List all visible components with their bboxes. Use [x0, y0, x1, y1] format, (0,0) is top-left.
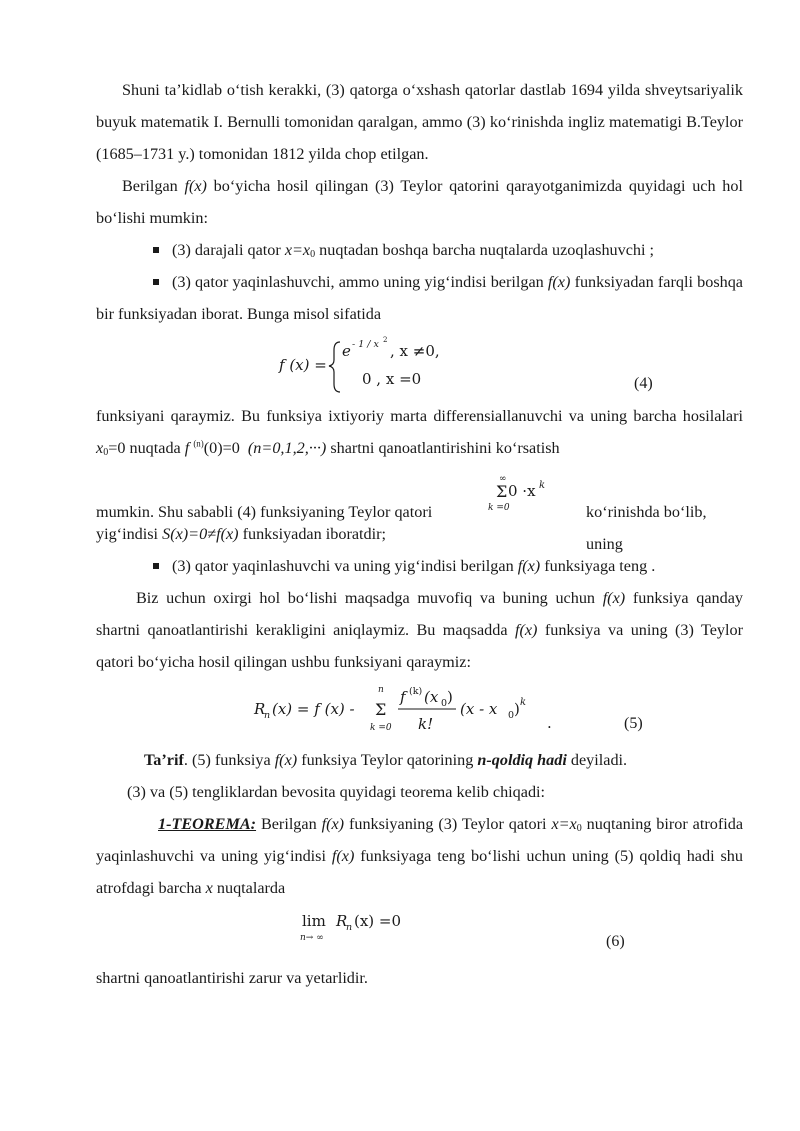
text: funksiyaning (3) Teylor qatori — [344, 815, 552, 833]
document-page — [96, 74, 743, 994]
series-power: k — [539, 480, 546, 491]
text: shartni qanoatlantirishini ko‘rsatish — [326, 439, 560, 457]
bullet-square-icon — [153, 247, 159, 253]
n-range: (n=0,1,2,···) — [247, 439, 327, 457]
theorem-label: 1-TEOREMA: — [158, 815, 257, 833]
bullet-square-icon — [153, 563, 159, 569]
text: funksiya qanday shartni qanoatlantirishi kerakligini aniqlaymiz. Bu maqsadda — [96, 589, 743, 639]
text: funksiyadan farqli boshqa bir funksiyadan iborat. Bunga misol sifatida — [96, 273, 743, 323]
equation-6-svg — [96, 904, 743, 962]
sub: 0 — [310, 249, 316, 260]
text: (3) va (5) tengliklardan bevosita quyidagi teorema kelib chiqadi: — [127, 783, 546, 801]
text: nuqtalarda — [212, 879, 286, 897]
equation-4 — [96, 330, 743, 400]
text: bo‘yicha hosil qilingan (3) Teylor qatorini qarayotganimizda quyidagi uch hol bo‘lishi mumkin: — [96, 177, 743, 227]
eq5-numerator-sub: 0 — [441, 698, 448, 709]
left-brace — [329, 342, 340, 392]
equation-5-svg — [96, 678, 743, 744]
limit-operator: lim — [302, 912, 326, 930]
series-term: 0 ·x — [508, 482, 536, 500]
text: funksiyadan iboratdir; — [238, 525, 386, 543]
eq4-exp-square: 2 — [383, 336, 388, 344]
text: nuqtada — [125, 439, 185, 457]
f-symbol: f — [184, 439, 190, 457]
eq5-tail-close: ) — [514, 700, 520, 718]
text: funksiyaga teng bo‘lishi uchun uning (5) qoldiq hadi shu atrofdagi barcha — [96, 847, 743, 897]
text: (0)=0 — [203, 439, 240, 457]
definition-label: Ta’rif — [144, 751, 184, 769]
sigma-icon: Σ — [496, 482, 508, 501]
eq5-middle: (x) = f (x) - — [272, 700, 355, 718]
text: funksiya va uning (3) Teylor qatori bo‘yicha hosil qilingan ushbu funksiyani qaraymiz: — [96, 621, 743, 671]
definition-term: n-qoldiq hadi — [477, 751, 567, 769]
x-eq-x0: x=x — [284, 241, 311, 259]
paragraph-history — [96, 74, 743, 170]
eq4-condition-2: 0 , x =0 — [362, 370, 422, 388]
paragraph-theorem-intro — [96, 776, 743, 808]
bullet-square-icon — [153, 279, 159, 285]
series-zero-svg — [488, 468, 568, 528]
series-upper-limit: ∞ — [499, 474, 507, 484]
eq5-sum-upper: n — [378, 685, 384, 695]
eq4-exp-base: e — [342, 342, 351, 360]
eq4-exp-power: - 1 / x — [352, 339, 379, 350]
text: nuqtaning biror atrofida yaqinlashuvchi va uning yig‘indisi — [96, 815, 744, 865]
text: nuqtadan boshqa barcha nuqtalarda uzoqlashuvchi ; — [315, 241, 655, 259]
eq4-condition-1: , x ≠0, — [390, 342, 440, 360]
text: (3) qator yaqinlashuvchi va uning yig‘indisi berilgan — [172, 557, 518, 575]
equation-5 — [96, 678, 743, 744]
paragraph-conclusion — [96, 962, 743, 994]
sub: 0 — [103, 447, 109, 458]
text: . (5) funksiya — [183, 751, 275, 769]
x-symbol: x — [96, 439, 104, 457]
eq6-rest: (x) =0 — [354, 912, 402, 930]
bullet-case-3 — [96, 550, 743, 582]
eq5-remainder-index: n — [264, 710, 271, 721]
eq4-lhs: f (x) = — [279, 356, 327, 374]
paragraph-goal — [96, 582, 743, 678]
eq5-denominator: k! — [418, 715, 434, 733]
fx-symbol: f(x) — [184, 177, 207, 195]
sub: 0 — [576, 823, 582, 834]
bullet-case-1 — [96, 234, 743, 266]
fx-symbol: f(x) — [514, 621, 538, 639]
eq5-tail-sub: 0 — [508, 710, 515, 721]
eq6-remainder-index: n — [346, 922, 353, 933]
eq5-numerator-order: (k) — [409, 686, 423, 697]
eq6-remainder: R — [336, 912, 348, 930]
eq5-sum-lower: k =0 — [370, 723, 392, 733]
text: funksiyaga teng . — [540, 557, 656, 575]
eq5-tail-power: k — [520, 697, 527, 708]
text: funksiya Teylor qatorining — [297, 751, 478, 769]
text: shartni qanoatlantirishi zarur va yetarlidir. — [96, 969, 368, 987]
equation-6-number: (6) — [606, 933, 625, 950]
equation-4-number: (4) — [634, 375, 653, 392]
text: yig‘indisi — [96, 525, 163, 543]
text: =0 — [108, 439, 126, 457]
fx-symbol: f(x) — [547, 273, 571, 291]
text: funksiyani qaraymiz. Bu funksiya ixtiyoriy marta differensiallanuvchi va uning barcha hosilalari — [96, 407, 743, 425]
x-eq-x0: x=x — [551, 815, 577, 833]
text: deyiladi. — [566, 751, 628, 769]
bullet-case-2 — [96, 266, 743, 330]
fx-symbol: f(x) — [274, 751, 298, 769]
eq5-numerator-arg: (x — [424, 688, 439, 706]
sigma-icon: Σ — [375, 700, 387, 719]
eq5-numerator-close: ) — [447, 688, 453, 706]
text: Biz uchun oxirgi hol bo‘lishi maqsadga muvofiq va buning uchun — [136, 589, 603, 607]
fx-symbol: f(x) — [331, 847, 355, 865]
text: ko‘rinishda bo‘lib, uning — [586, 503, 707, 553]
eq5-period: . — [547, 714, 552, 732]
sx-expression: S(x)=0≠f(x) — [162, 525, 239, 543]
eq5-numerator-f: f — [400, 688, 406, 706]
equation-6 — [96, 904, 743, 962]
sup: (n) — [193, 438, 204, 449]
equation-5-number: (5) — [624, 715, 643, 732]
paragraph-theorem — [96, 808, 743, 904]
equation-4-svg — [96, 330, 743, 400]
paragraph-cases-intro — [96, 170, 743, 234]
history-text: Shuni ta’kidlab o‘tish kerakki, (3) qatorga o‘xshash qatorlar dastlab 1694 yilda shveytsariyalik buyuk matematik I. Bernulli tomonidan qaralgan, ammo (3) ko‘rinishda ingliz matematigi B.Teylor (1685–1731 y.) tomonidan 1812 yilda chop etilgan. — [96, 81, 743, 163]
text: (3) qator yaqinlashuvchi, ammo uning yig‘indisi berilgan — [172, 273, 548, 291]
x-symbol: x — [205, 879, 213, 897]
text: Berilgan — [256, 815, 322, 833]
text: Berilgan — [122, 177, 185, 195]
fx-symbol: f(x) — [602, 589, 626, 607]
paragraph-definition — [96, 744, 743, 776]
limit-subscript: n→ ∞ — [300, 933, 324, 943]
series-lower-limit: k =0 — [488, 503, 510, 513]
fx-symbol: f(x) — [517, 557, 541, 575]
eq5-remainder-symbol: R — [254, 700, 266, 718]
eq5-tail: (x - x — [460, 700, 498, 718]
paragraph-counterexample — [96, 400, 743, 464]
text: (3) darajali qator — [172, 241, 285, 259]
fx-symbol: f(x) — [321, 815, 345, 833]
text: mumkin. Shu sababli (4) funksiyaning Teylor qatori — [96, 503, 433, 521]
